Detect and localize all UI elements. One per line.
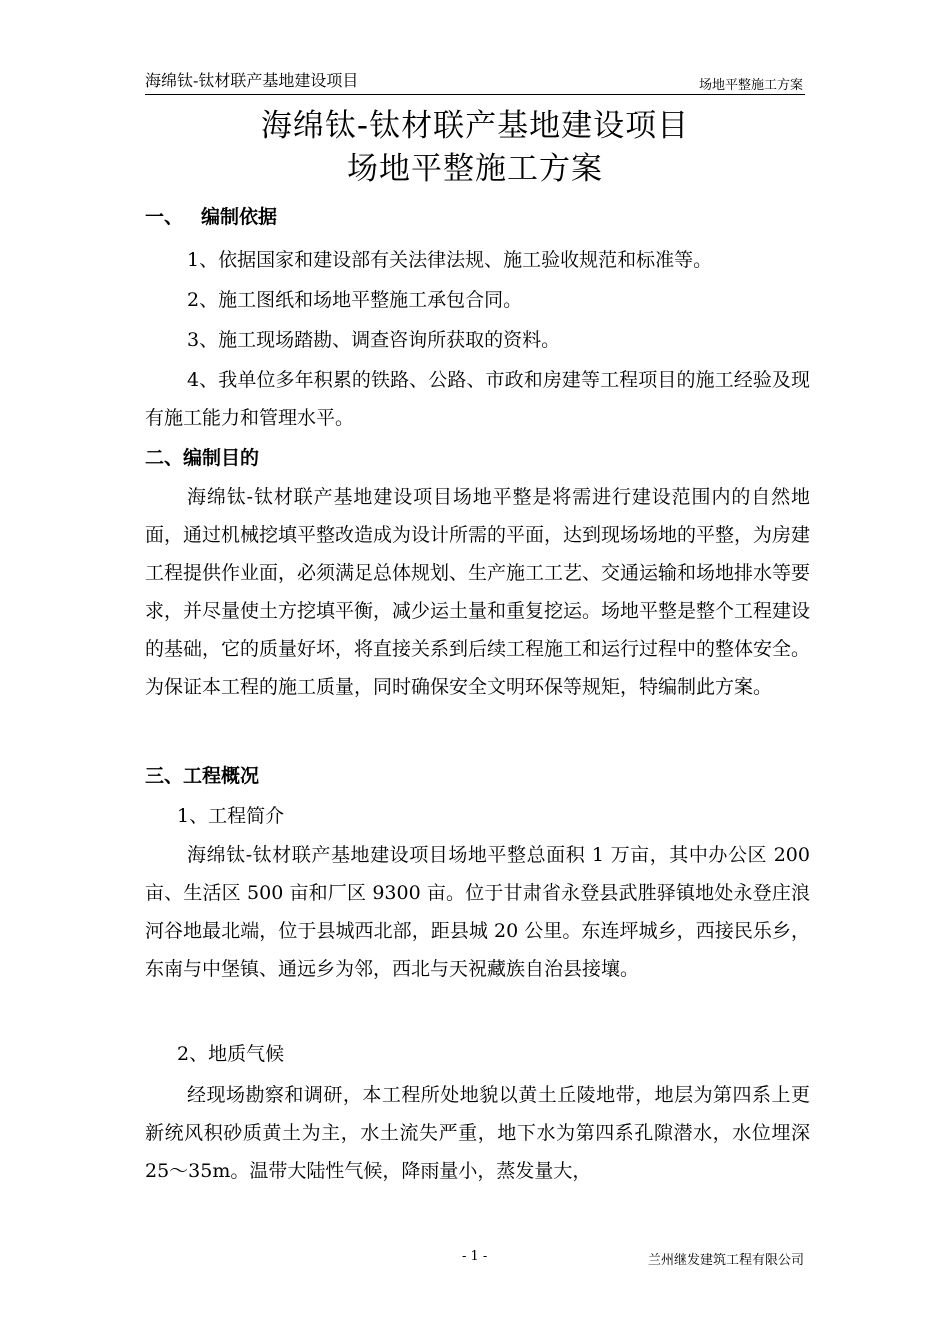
section1-item-4-block [145,361,810,437]
header-project-name: 海绵钛-钛材联产基地建设项目 [145,71,359,90]
section3-body-1 [145,836,810,988]
section2-paragraph: 海绵钛-钛材联产基地建设项目场地平整是将需进行建设范围内的自然地面，通过机械挖填平整改造成为设计所需的平面，达到现场场地的平整，为房建工程提供作业面，必须满足总体规划、生产施工工艺、交通运输和场地排水等要求，并尽量使土方挖填平衡，减少运土量和重复挖运。场地平整是整个工程建设的基础，它的质量好坏，将直接关系到后续工程施工和运行过程中的整体安全。为保证本工程的施工质量，同时确保安全文明环保等规矩，特编制此方案。 [145,486,811,698]
section2-body [145,478,810,706]
section3-subheading-1: 1、工程简介 [177,805,285,827]
section3-paragraph-2: 经现场勘察和调研，本工程所处地貌以黄土丘陵地带，地层为第四系上更新统风积砂质黄土为主，水土流失严重，地下水为第四系孔隙潜水，水位埋深 25～35m。温带大陆性气候，降雨量小，蒸发量大， [145,1084,810,1182]
header-document-name: 场地平整施工方案 [698,78,803,93]
section1-item-1: 1、依据国家和建设部有关法律法规、施工验收规范和标准等。 [187,249,713,271]
section1-item-3: 3、施工现场踏勘、调查咨询所获取的资料。 [187,329,561,351]
section3-heading: 三、工程概况 [145,765,260,787]
section3-paragraph-1: 海绵钛-钛材联产基地建设项目场地平整总面积 1 万亩，其中办公区 200 亩、生活区 500 亩和厂区 9300 亩。位于甘肃省永登县武胜驿镇地处永登庄浪河谷地最北端，位于县城西北部，距县城 20 公里。东连坪城乡，西接民乐乡，东南与中堡镇、通远乡为邻，西北与天祝藏族自治县接壤。 [145,844,810,980]
page-header [145,64,805,95]
page-number: - 1 - [462,1249,488,1264]
section1-item-2: 2、施工图纸和场地平整施工承包合同。 [187,289,523,311]
footer-company-name: 兰州继发建筑工程有限公司 [648,1253,805,1268]
section1-item-4: 4、我单位多年积累的铁路、公路、市政和房建等工程项目的施工经验及现有施工能力和管理水平。 [145,369,810,429]
section1-heading [145,202,277,232]
document-title-line2: 场地平整施工方案 [347,151,603,187]
document-title-line1: 海绵钛-钛材联产基地建设项目 [260,108,690,144]
section3-subheading-2: 2、地质气候 [177,1043,285,1065]
section1-title: 编制依据 [201,206,278,228]
section1-number: 一、 [145,206,184,228]
section2-heading: 二、编制目的 [145,447,260,469]
section3-body-2 [145,1076,810,1190]
